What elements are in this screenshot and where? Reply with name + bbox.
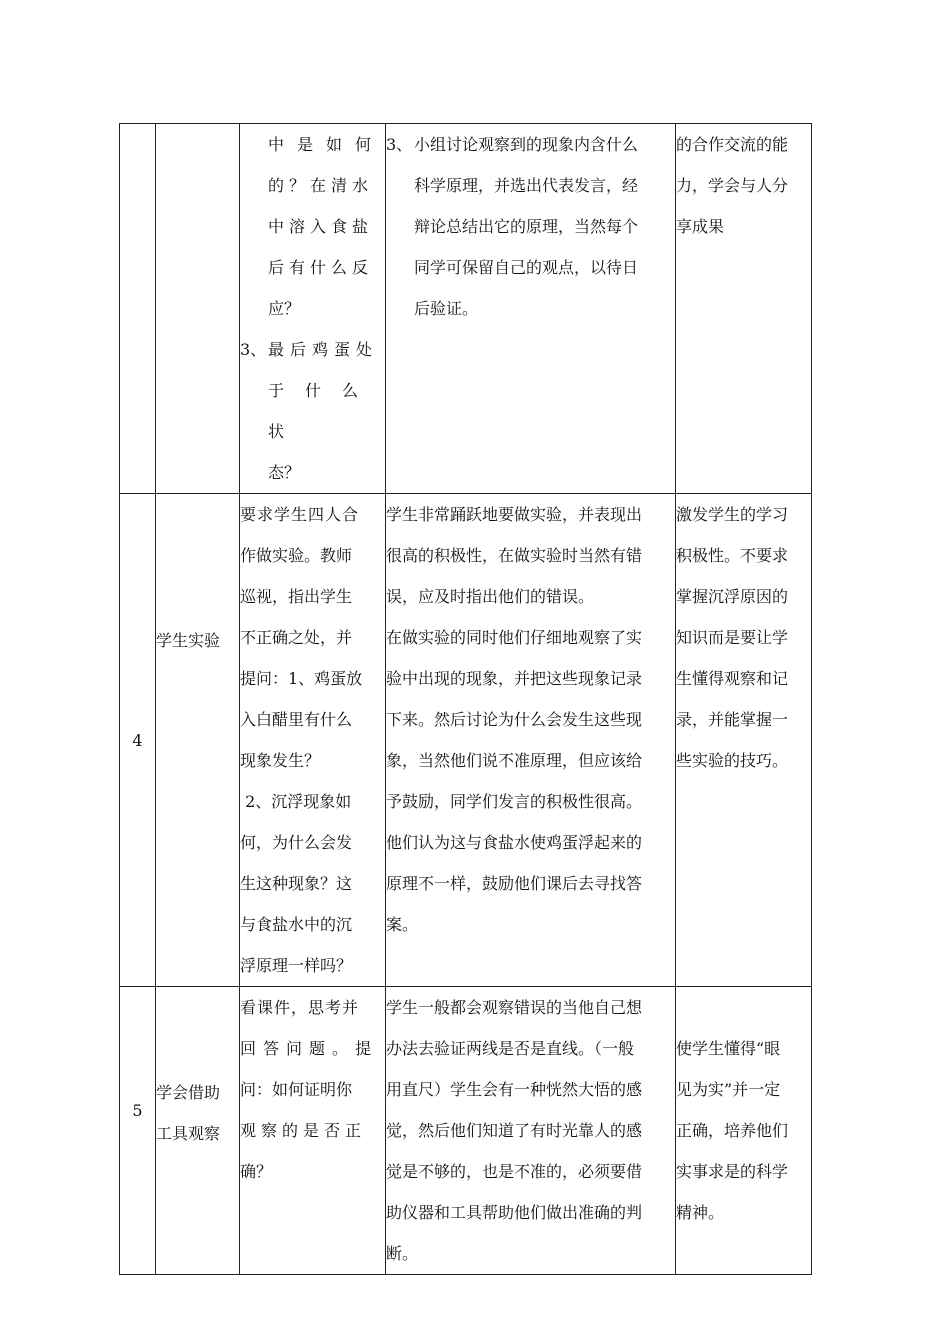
teacher-activity-cell: 看课件，思考并 回答问题。提 问：如何证明你 观察的是否正 确？ [240,987,386,1275]
lesson-plan-table [119,123,812,1275]
stage-cell: 学生实验 [156,494,240,987]
teacher-activity-cell [240,124,386,494]
stage-cell [156,124,240,494]
step-number-cell: 4 [120,494,156,987]
design-intent-cell: 的合作交流的能 力，学会与人分 享成果 [676,124,812,494]
table-row [120,494,812,987]
design-intent-cell: 使学生懂得“眼 见为实”并一定 正确，培养他们 实事求是的科学 精神。 [676,987,812,1275]
student-item-3: 3、 小组讨论观察到的现象内含什么 科学原理，并选出代表发言，经 辩论总结出它的原理，当然每个 同学可保留自己的观点，以待日 后验证。 [386,135,639,318]
table-row [120,987,812,1275]
stage-cell: 学会借助 工具观察 [156,987,240,1275]
step-number-cell: 5 [120,987,156,1275]
step-number-cell [120,124,156,494]
table-row [120,124,812,494]
student-activity-cell [386,124,676,494]
teacher-activity-text: 中是如何 的？在清水 中溶入食盐 后有什么反 应？ [268,135,385,318]
student-activity-cell: 学生非常踊跃地要做实验，并表现出 很高的积极性，在做实验时当然有错 误，应及时指出他们的错误。 在做实验的同时他们仔细地观察了实 验中出现的现象，并把这些现象记录 下来。然后讨论为什么会发生这些现 象，当然他们说不准原理，但应该给 予鼓励，同学们发言的积极性很高。 他们认为这与食盐水使鸡蛋浮起来的 原理不一样，鼓励他们课后去寻找答 案。 [386,494,676,987]
student-activity-cell: 学生一般都会观察错误的当他自己想 办法去验证两线是否是直线。（一般 用直尺）学生会有一种恍然大悟的感 觉，然后他们知道了有时光靠人的感 觉是不够的，也是不准的，必须要借 助仪器和工具帮助他们做出准确的判 断。 [386,987,676,1275]
teacher-activity-cell: 要求学生四人合 作做实验。教师 巡视，指出学生 不正确之处，并 提问：1、鸡蛋放 入白醋里有什么 现象发生？ 2、沉浮现象如 何，为什么会发 生这种现象？这 与食盐水中的沉 浮原理一样吗？ [240,494,386,987]
design-intent-cell: 激发学生的学习 积极性。不要求 掌握沉浮原因的 知识而是要让学 生懂得观察和记 录，并能掌握一 些实验的技巧。 [676,494,812,987]
teacher-item-3: 3、 最后鸡蛋处 于什么状 态？ [240,340,380,482]
